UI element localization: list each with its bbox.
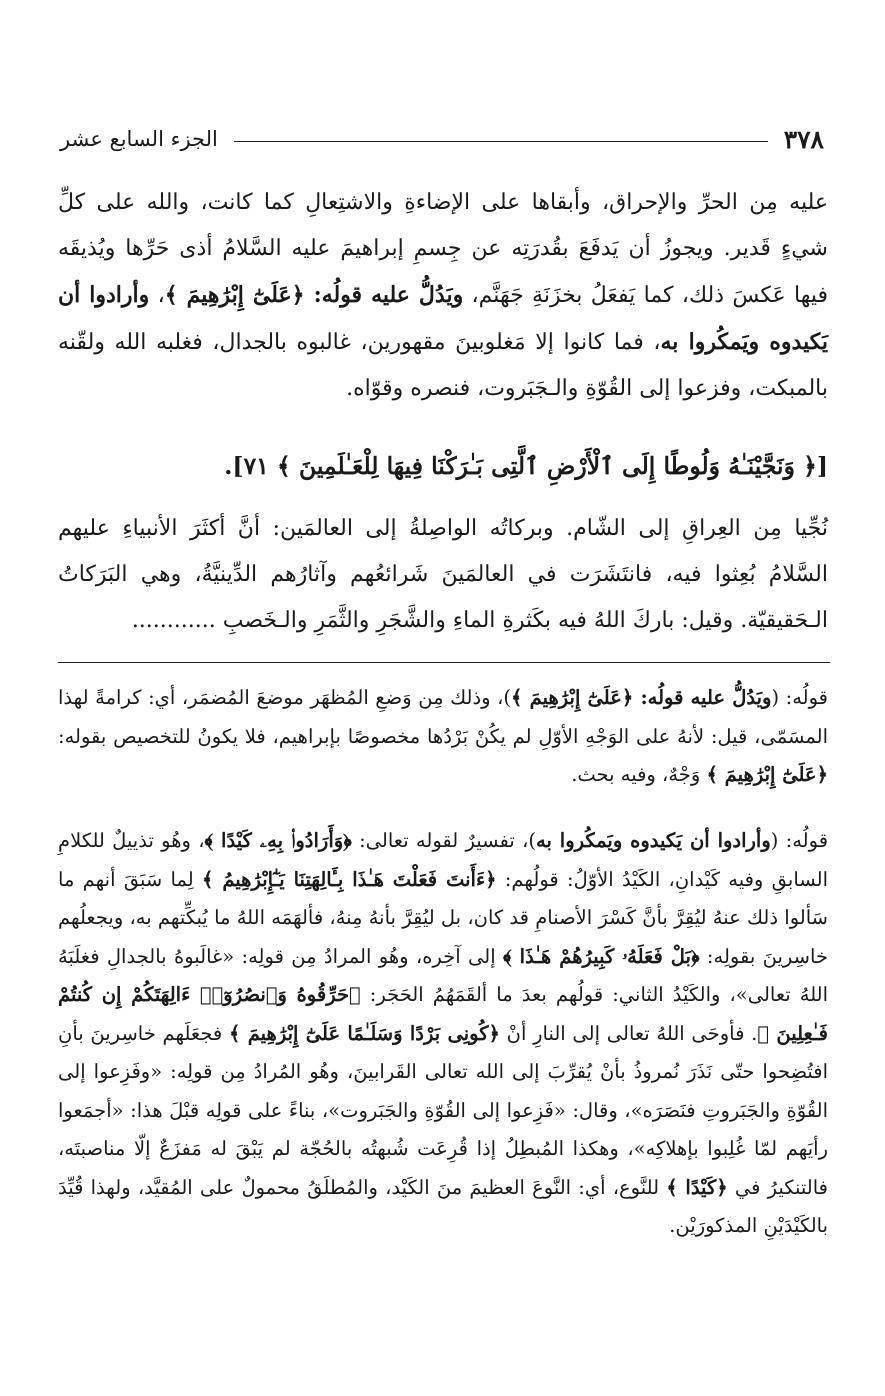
main-p1-text: ، [149, 283, 165, 308]
main-p1-text: عليه مِن الحرِّ والإحراق، وأبقاها على الإضاءةِ والاشتِعالِ كما كانت، والله على كلِّ شيءٍ قَدير. ويجوزُ أن يَدفَعَ بقُدرَتِه عن جِسمِ إبراهيمَ عليه السَّلامُ أذى حَرِّها ويُذيقَه فيها عَكسَ ذلك، كما يَفعَلُ بخزَنَةِ جَهَنَّم، [58, 190, 829, 308]
main-p1-bold-phrase: وأرادوا أن يَكيدوه ويَمكُروا به [58, 282, 828, 355]
note-text: )، تفسيرٌ لقوله تعالى: [351, 829, 537, 852]
quran-quote: ﴿عَلَىٰٓ إِبْرَٰهِيمَ ﴾ [164, 282, 305, 308]
quran-quote: ﴿وَأَرَادُوا۟ بِهِۦ كَيْدًا ﴾ [204, 829, 352, 852]
quran-quote: ﴿كُونِى بَرْدًا وَسَلَـٰمًا عَلَىٰٓ إِبْرَٰهِيمَ ﴾ [228, 1021, 500, 1045]
header-rule [234, 141, 768, 142]
quran-verse-71: [﴿ وَنَجَّيْنَـٰهُ وَلُوطًا إِلَى ٱلْأَرْضِ ٱلَّتِى بَـٰرَكْنَا فِيهَا لِلْعَـٰلَمِينَ ﴾ ٧١]. [224, 452, 828, 480]
note-text: فجعَلَهم خاسِرينَ بأنِ افتُضِحوا حتّى نَذَرَ نُمروذُ بأنْ يُقرِّبَ إلى الله تعالى القَرابينَ، وهُو المُرادُ مِن قولِه: «وفَزِعوا إلى القُوّةِ والجَبَروتِ فنَصَرَه»، وقال: «فَزِعوا إلى القُوّةِ والجَبَروت»، بناءً على قولِه قبْلَ هذا: «أجمَعوا رأيَهم لمّا غُلِبوا بإهلاكِه»، وهكذا المُبطِلُ إذا قُرِعَت شُبهتُه بالحُجّة لم يَبْقَ له مَفزَعٌ إلّا مناصبتَه، فالتنكيرُ في [58, 1021, 828, 1199]
quran-quote: ﴿بَلْ فَعَلَهُۥ كَبِيرُهُمْ هَـٰذَا ﴾ [503, 944, 700, 968]
quran-quote: ﴿حَرِّقُوهُ وَٱنصُرُوٓا۟ ءَالِهَتَكُمْ إِن كُنتُمْ فَـٰعِلِينَ ﴾ [58, 983, 828, 1045]
quran-quote: ﴿ءَأَنتَ فَعَلْتَ هَـٰذَا بِـَٔالِهَتِنَا يَـٰٓإِبْرَٰهِيمُ ﴾ [202, 867, 497, 891]
note-text: وَجْهٌ، وفيه بحث. [571, 763, 707, 786]
note-text: )، وذلك مِن وَضعِ المُظهَر موضعَ المُضمَر، أي: كرامةً لهذا المسَمّى، قيل: لأنهُ على الوَجْهِ الأوّلِ لم يكُنْ بَرْدُها مخصوصًا بإبراهيم، فلا يكونُ للتخصيص بقوله: [58, 686, 828, 748]
commentary-note-1 [58, 679, 828, 795]
note-text: لِما سَبَقَ أنهم ما سَألوا ذلك عنهُ ليُقِرَّ بأنَّ كَسْرَ الأصنامِ قد كان، بل ليُقِرَّ بأنهُ مِنهُ، فألهَمَه اللهُ ما يُبكِّتهم به، ويجعلُهم خاسِرينَ بقولِه: [58, 867, 828, 968]
running-title: الجزء السابع عشر [60, 127, 218, 151]
quran-quote: ﴿عَلَىٰٓ إِبْرَٰهِيمَ ﴾ [511, 686, 634, 709]
main-paragraph-1 [58, 180, 828, 412]
main-p1-text: ، فما كانوا إلا مَغلوبينَ مقهورين، غالبوه بالجدال، فغلبه الله ولقّنه بالمبكت، وفزعوا إلى القُوّةِ والـجَبَروت، فنصره وقوّاه. [58, 330, 828, 401]
page-header [60, 122, 824, 156]
note-text: ، وهُو تذييلٌ للكلامِ السابقِ وفيه كَيْدانِ، الكَيْدُ الأوّلُ: قولُهم: [58, 829, 829, 891]
note-text: . فأوحَى اللهُ تعالى إلى النارِ أنْ [499, 1021, 758, 1045]
quran-quote: ﴿كَيْدًا ﴾ [666, 1175, 728, 1199]
note-lemma: وأرادوا أن يَكيدوه ويَمكُروا به [536, 829, 771, 852]
main-paragraph-2: نُجِّيا مِن العِراقِ إلى الشّام. وبركاتُه الواصِلةُ إلى العالمَين: أنَّ أكثَرَ الأنبياءِ عليهم السَّلامُ بُعِثوا فيه، فانتَشَرَت في العالمَينَ شَرائعُهم وآثارُهم الدِّينيَّةُ، وهي البَرَكاتُ الـحَقيقيّة. وقيل: باركَ اللهُ فيه بكَثرةِ الماءِ والشَّجَرِ والثَّمَرِ والـخَصبِ ............ [58, 516, 829, 633]
main-p1-bold-phrase: ويَدُلُّ عليه قولُه: [304, 282, 464, 308]
footnote-divider [58, 662, 830, 663]
note-text: قولُه: ( [771, 686, 828, 709]
note-text: قولُه: ( [770, 829, 829, 852]
note-text: إلى آخِره، وهُو المرادُ مِن قولِه: «غالَبوهُ بالجدالِ فغلَبَهُ اللهُ تعالى»، والكَيْدُ الثاني: قولُهم بعدَ ما ألقَمَهُمُ الحَجَر: [58, 944, 829, 1006]
note-lemma: ويَدُلُّ عليه قولُه: [633, 686, 772, 709]
commentary-note-2 [58, 822, 828, 1246]
page-number: ٣٧٨ [783, 124, 824, 154]
note-text: للنَّوع، أي: النَّوعَ العظيمَ منَ الكَيْد، والمُطلَقُ محمولٌ على المُقيَّد، ولهذا قُيِّدَ بالكَيْدَيْنِ المذكورَيْن. [58, 1175, 828, 1237]
quran-quote: ﴿عَلَىٰٓ إِبْرَٰهِيمَ ﴾ [706, 763, 828, 786]
